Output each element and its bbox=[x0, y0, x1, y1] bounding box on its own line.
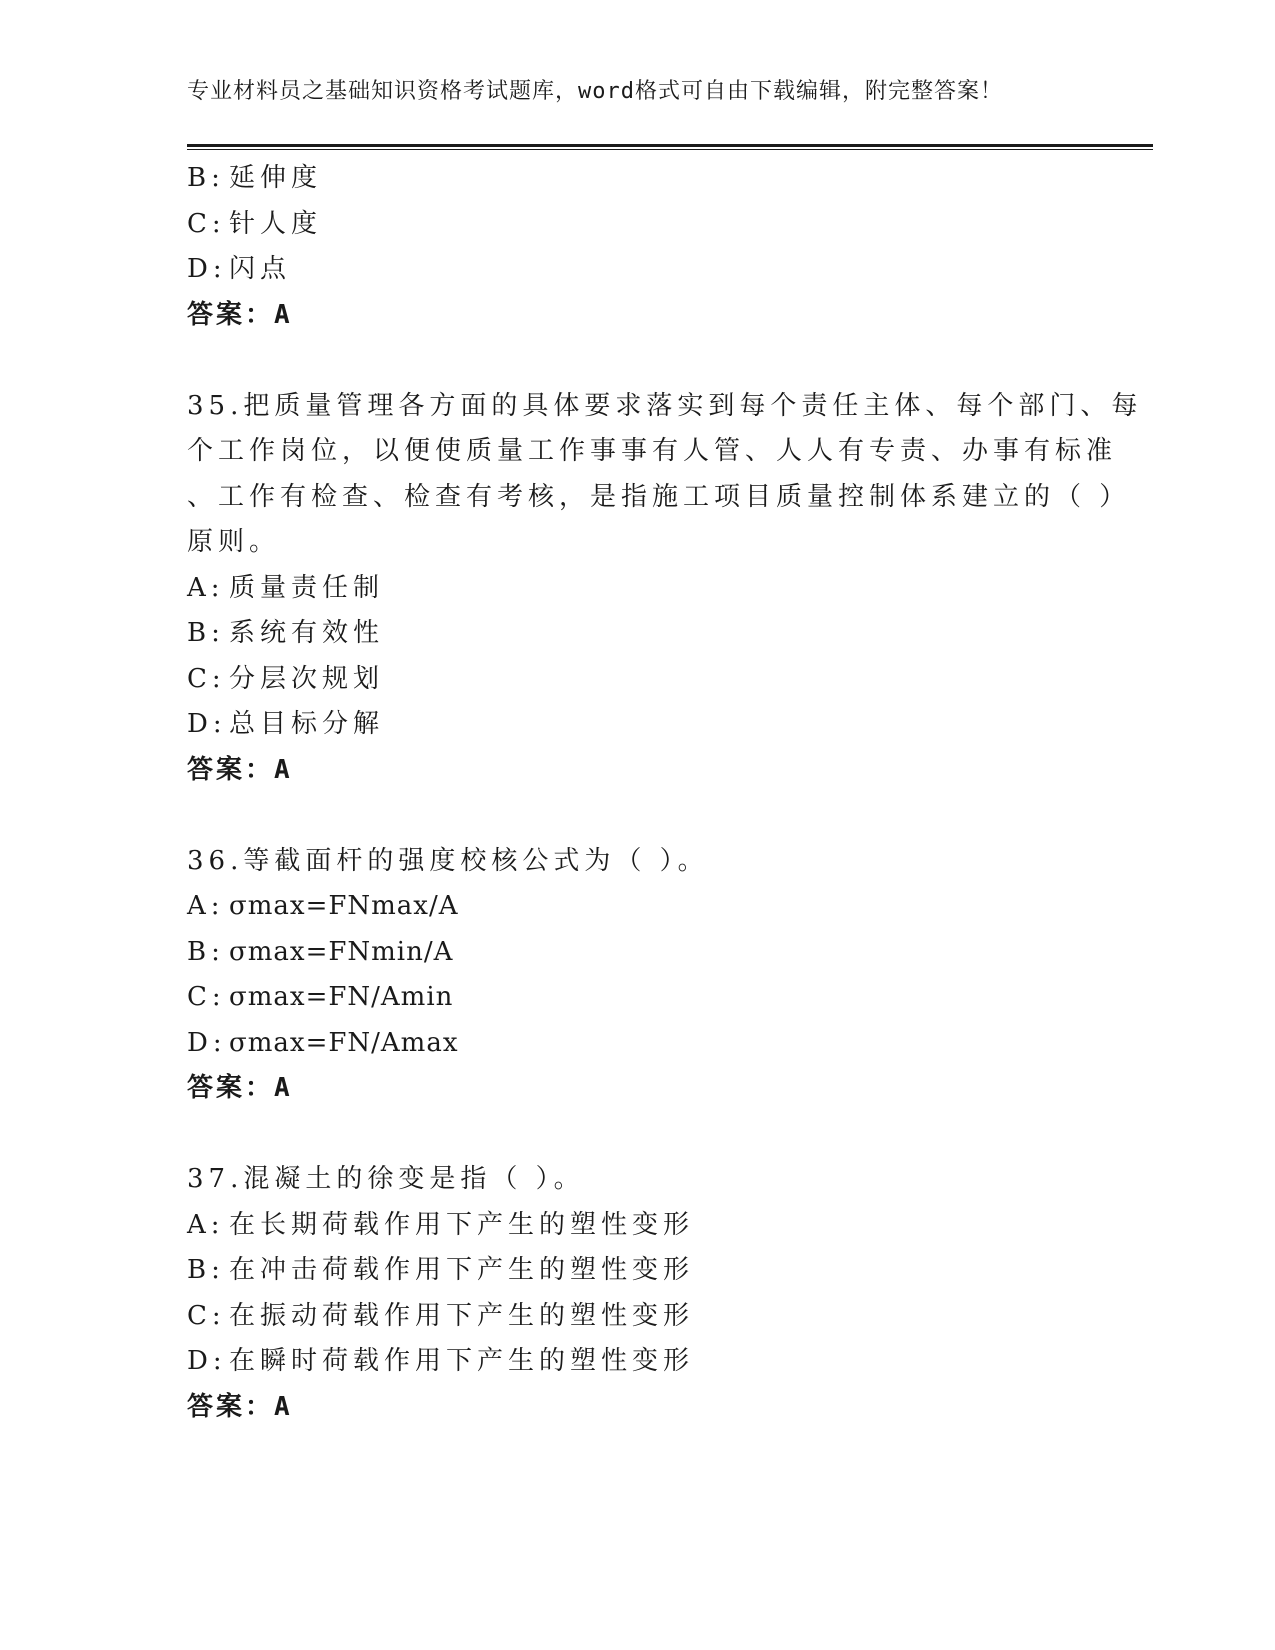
answer-line: 答案：A bbox=[187, 754, 293, 785]
question-stem: 、工作有检查、检查有考核，是指施工项目质量控制体系建立的（ ） bbox=[187, 481, 1131, 512]
option-label: C: bbox=[187, 982, 226, 1012]
spacer bbox=[187, 338, 1087, 384]
option-label: B: bbox=[187, 1255, 225, 1285]
spacer bbox=[187, 793, 1087, 839]
option-text: 在长期荷载作用下产生的塑性变形 bbox=[229, 1209, 695, 1240]
option-label: D: bbox=[187, 1027, 227, 1058]
page-header: 专业材料员之基础知识资格考试题库，word格式可自由下载编辑，附完整答案！ bbox=[187, 79, 1003, 104]
option-text: σmax=FN/Amax bbox=[229, 1027, 459, 1058]
option-label: C: bbox=[187, 208, 226, 239]
option-row bbox=[187, 1021, 1087, 1067]
option-row bbox=[187, 1248, 1087, 1294]
option-label: C: bbox=[187, 1300, 226, 1331]
header-rule-thin bbox=[187, 149, 1153, 150]
option-label: D: bbox=[187, 1346, 227, 1376]
option-label: A: bbox=[187, 1209, 225, 1240]
option-row bbox=[187, 657, 1087, 703]
option-text: 总目标分解 bbox=[229, 709, 385, 739]
option-row bbox=[187, 247, 1087, 293]
option-text: 质量责任制 bbox=[229, 572, 385, 603]
spacer bbox=[187, 1112, 1087, 1158]
option-label: B: bbox=[187, 163, 225, 193]
question-content bbox=[187, 156, 1143, 1430]
question-stem: 36.等截面杆的强度校核公式为（ ）。 bbox=[187, 845, 709, 876]
option-row bbox=[187, 156, 1087, 202]
option-label: A: bbox=[187, 891, 225, 921]
header-rule-thick bbox=[187, 144, 1153, 147]
answer-line: 答案：A bbox=[187, 1391, 293, 1422]
answer-line: 答案：A bbox=[187, 1073, 293, 1103]
option-label: A: bbox=[187, 572, 225, 603]
option-label: B: bbox=[187, 936, 225, 967]
answer-line: 答案：A bbox=[187, 299, 293, 330]
question-stem: 原则。 bbox=[187, 527, 281, 557]
option-text: 系统有效性 bbox=[229, 618, 385, 648]
option-row bbox=[187, 202, 1087, 248]
option-text: σmax=FNmax/A bbox=[229, 891, 459, 921]
option-text: σmax=FNmin/A bbox=[229, 936, 454, 967]
option-text: 在瞬时荷载作用下产生的塑性变形 bbox=[229, 1346, 695, 1376]
question-stem: 37.混凝土的徐变是指（ ）。 bbox=[187, 1164, 585, 1194]
option-label: D: bbox=[187, 254, 227, 284]
option-text: 分层次规划 bbox=[229, 663, 385, 694]
option-text: 延伸度 bbox=[229, 163, 323, 193]
option-row bbox=[187, 702, 1087, 748]
option-text: 在冲击荷载作用下产生的塑性变形 bbox=[229, 1255, 695, 1285]
option-text: 在振动荷载作用下产生的塑性变形 bbox=[229, 1300, 695, 1331]
question-stem: 个工作岗位，以便使质量工作事事有人管、人人有专责、办事有标准 bbox=[187, 436, 1118, 466]
option-row bbox=[187, 1294, 1087, 1340]
option-text: σmax=FN/Amin bbox=[229, 982, 454, 1012]
option-row bbox=[187, 975, 1087, 1021]
option-row bbox=[187, 930, 1087, 976]
option-text: 针人度 bbox=[229, 208, 323, 239]
option-row bbox=[187, 611, 1087, 657]
option-label: C: bbox=[187, 663, 226, 694]
question-stem: 35.把质量管理各方面的具体要求落实到每个责任主体、每个部门、每 bbox=[187, 390, 1143, 421]
option-row bbox=[187, 1203, 1087, 1249]
option-row bbox=[187, 1339, 1087, 1385]
option-row bbox=[187, 884, 1087, 930]
option-text: 闪点 bbox=[229, 254, 292, 284]
option-label: D: bbox=[187, 709, 227, 739]
option-row bbox=[187, 566, 1087, 612]
option-label: B: bbox=[187, 618, 225, 648]
